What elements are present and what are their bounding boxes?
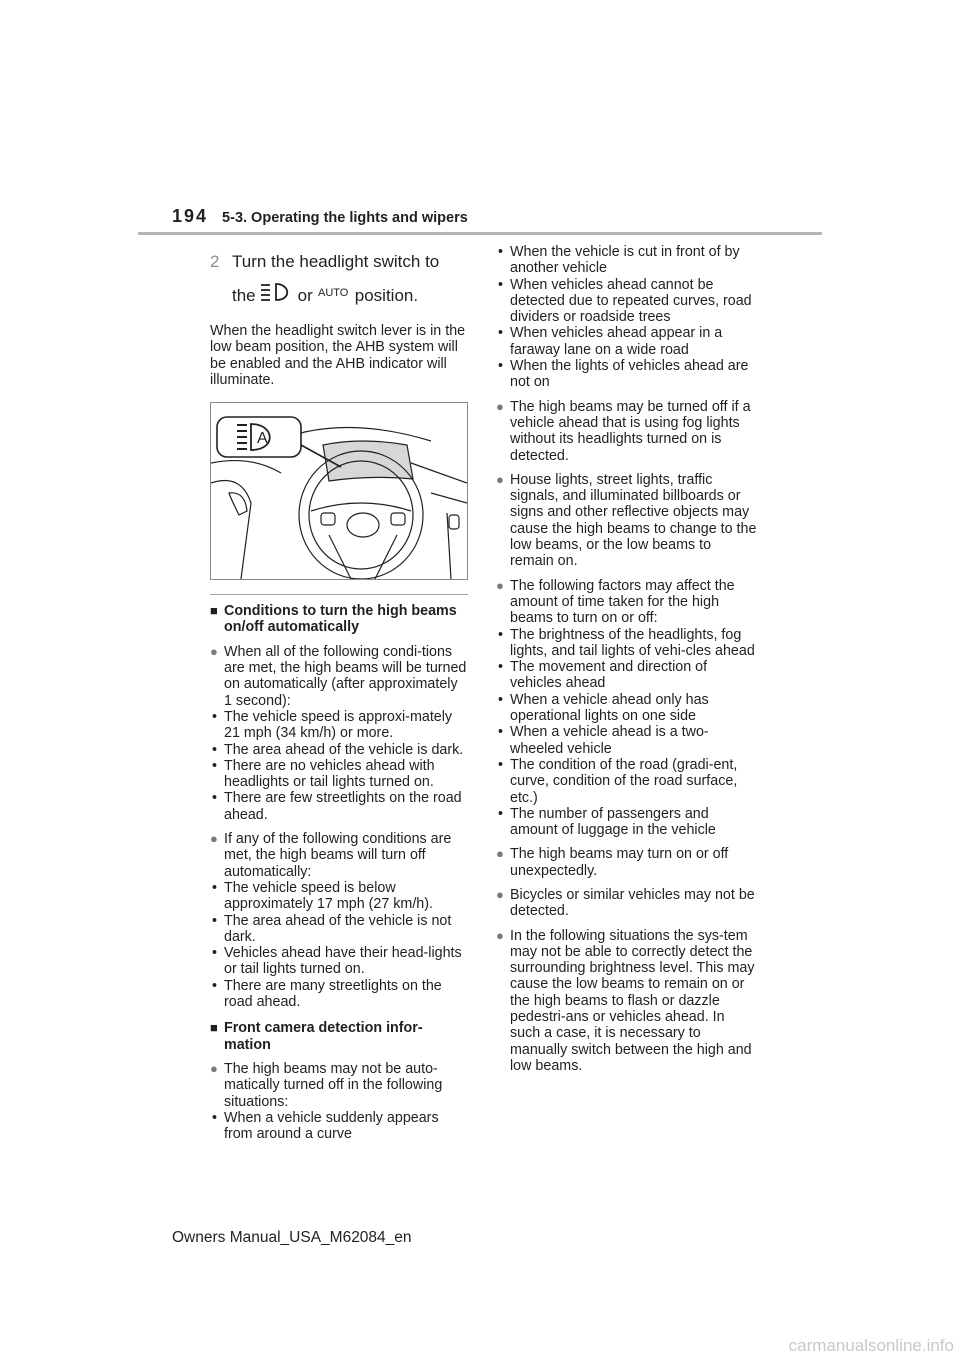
list-item: ● House lights, street lights, traffic signals, and illuminated billboards or signs and other reflective objects may cause the high beams to change to the low beams, or the low beams to remain on. [496,471,757,570]
step-or: or [297,285,313,305]
circle-bullet-icon: ● [496,577,504,593]
list-item: • When a vehicle ahead is a two-wheeled vehicle [498,724,709,757]
camera-heading: ■ Front camera detection infor-mation [210,1020,423,1053]
svg-text:A: A [257,430,268,448]
list-item: • When the lights of vehicles ahead are not on [498,358,749,391]
step-suffix: position. [354,285,419,305]
circle-bullet-icon: ● [210,831,218,847]
list-item: • When a vehicle suddenly appears from around a curve [212,1109,439,1143]
circle-bullet-icon: ● [210,1060,218,1076]
list-item: • There are few streetlights on the road ahead. [212,790,462,823]
step-number: 2 [210,252,220,271]
list-item: • There are no vehicles ahead with headlights or tail lights turned on. [212,757,435,791]
circle-bullet-icon: ● [210,643,218,659]
intro-paragraph: When the headlight switch lever is in the low beam position, the AHB system will be enabled and the AHB indicator will illuminate. [210,323,466,388]
list-item: • When vehicles ahead cannot be detected due to repeated curves, road dividers or roadside trees [498,276,752,326]
right-column [496,244,758,1074]
section-title: 5-3. Operating the lights and wipers [222,210,468,226]
list-item: ● In the following situations the sys-tem may not be able to correctly detect the surrounding brightness level. This may cause the low beams to remain on or the high beams to flash or dazzle pedestri-ans or vehicles ahead. In such a case, it is necessary to manually switch between the high and low beams. [496,927,755,1074]
page-header [172,206,468,227]
footer-manual-id: Owners Manual_USA_M62084_en [172,1229,412,1246]
circle-bullet-icon: ● [496,846,504,862]
list-item: ● When all of the following condi-tions are met, the high beams will be turned on automatically (after approximately 1 second): [210,643,467,709]
dashboard-illustration [210,402,468,580]
square-bullet-icon: ■ [210,1020,218,1036]
watermark: carmanualsonline.info [788,1336,954,1355]
circle-bullet-icon: ● [496,471,504,487]
header-divider [138,232,822,235]
circle-bullet-icon: ● [496,886,504,902]
list-item: ● The high beams may not be auto-matically turned off in the following situations: [210,1060,443,1110]
list-item: • The vehicle speed is approxi-mately 21 mph (34 km/h) or more. [212,708,453,742]
auto-icon [317,282,351,309]
left-column [210,244,468,1142]
list-item: • When a vehicle ahead only has operational lights on one side [498,691,709,725]
list-item: ● Bicycles or similar vehicles may not be detected. [496,886,755,920]
list-item: • Vehicles ahead have their head-lights or tail lights turned on. [212,945,462,978]
list-item: • There are many streetlights on the road ahead. [212,977,442,1011]
list-item: • The vehicle speed is below approximately 17 mph (27 km/h). [212,879,433,913]
step-2-continued [232,282,468,309]
list-item: • When the vehicle is cut in front of by another vehicle [498,244,740,277]
list-item: ● The high beams may be turned off if a vehicle ahead that is using fog lights without its headlights turned on is detected. [496,398,751,464]
list-item: • The area ahead of the vehicle is not dark. [212,912,452,945]
step-2 [210,250,468,274]
list-item: ● The high beams may turn on or off unexpectedly. [496,846,729,879]
list-item: • The brightness of the headlights, fog lights, and tail lights of vehi-cles ahead [498,626,755,659]
list-item: ● If any of the following conditions are met, the high beams will turn off automatically: [210,831,452,880]
page-number: 194 [172,206,209,226]
svg-text:AUTO: AUTO [317,287,349,299]
circle-bullet-icon: ● [496,927,504,943]
list-item: ● The following factors may affect the amount of time taken for the high beams to turn on or off: [496,577,735,627]
step-prefix: the [232,285,256,305]
figure-divider [210,594,468,595]
list-item: • The movement and direction of vehicles ahead [498,659,708,692]
list-item: • The number of passengers and amount of luggage in the vehicle [498,805,716,839]
circle-bullet-icon: ● [496,398,504,414]
list-item: • The condition of the road (gradi-ent, curve, condition of the road surface, etc.) [498,756,738,806]
square-bullet-icon: ■ [210,603,218,619]
list-item: • When vehicles ahead appear in a faraway lane on a wide road [498,325,723,358]
list-item: • The area ahead of the vehicle is dark. [212,741,464,758]
headlight-icon [260,282,294,309]
conditions-heading: ■ Conditions to turn the high beams on/off automatically [210,603,457,636]
step-text: Turn the headlight switch to [232,252,440,271]
